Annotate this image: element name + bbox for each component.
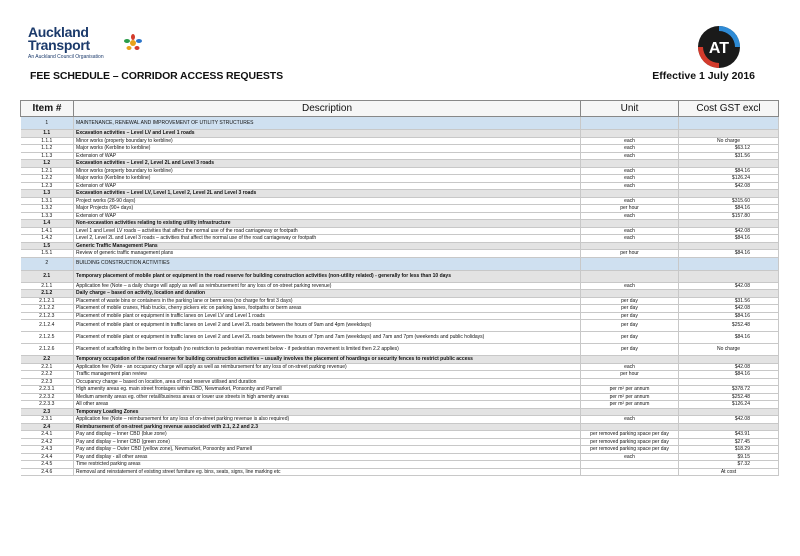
cell-description: Pay and display – Inner CBD (blue zone) — [74, 431, 581, 439]
cell-unit: per day — [581, 332, 679, 344]
cell-cost — [679, 356, 779, 364]
table-row — [21, 205, 779, 213]
header-item: Item # — [21, 101, 74, 117]
cell-unit — [581, 270, 679, 282]
cell-item: 1.4 — [21, 220, 74, 228]
cell-item: 2.2.3.1 — [21, 386, 74, 394]
header-unit: Unit — [581, 101, 679, 117]
cell-item: 1.1.1 — [21, 137, 74, 145]
cell-description: Generic Traffic Management Plans — [74, 242, 581, 250]
cell-cost: $9.15 — [679, 453, 779, 461]
cell-description: Pay and display – Inner CBD (green zone) — [74, 438, 581, 446]
cell-cost: $42.08 — [679, 182, 779, 190]
table-row — [21, 152, 779, 160]
table-row — [21, 270, 779, 282]
cell-unit: each — [581, 145, 679, 153]
cell-cost — [679, 242, 779, 250]
cell-item: 1.3.3 — [21, 212, 74, 220]
cell-description: Extension of WAP — [74, 182, 581, 190]
cell-item: 2.3 — [21, 408, 74, 416]
table-row — [21, 282, 779, 290]
table-row — [21, 145, 779, 153]
cell-item: 2.2.3.2 — [21, 393, 74, 401]
cell-unit — [581, 378, 679, 386]
cell-cost: $18.29 — [679, 446, 779, 454]
table-row — [21, 416, 779, 424]
cell-description: Application fee (Note – reimbursement for any loss of on-street parking revenue is also required) — [74, 416, 581, 424]
cell-description: Major works (Kerbline to kerbline) — [74, 145, 581, 153]
table-row — [21, 371, 779, 379]
cell-unit — [581, 461, 679, 469]
table-row — [21, 297, 779, 305]
cell-item: 2.2 — [21, 356, 74, 364]
cell-item: 1.3.1 — [21, 197, 74, 205]
cell-cost: $84.16 — [679, 205, 779, 213]
cell-item: 2.2.3 — [21, 378, 74, 386]
cell-cost: $42.08 — [679, 227, 779, 235]
cell-description: Temporary Loading Zones — [74, 408, 581, 416]
table-row — [21, 438, 779, 446]
cell-description: Excavation activities – Level 2, Level 2L and Level 3 roads — [74, 160, 581, 168]
cell-cost: $252.48 — [679, 393, 779, 401]
cell-description: Level 2, Level 2L and Level 3 roads – activities that affect the normal use of the road carriageway or footpath — [74, 235, 581, 243]
cell-unit — [581, 408, 679, 416]
cell-unit: per m² per annum — [581, 386, 679, 394]
fee-table — [20, 100, 778, 476]
cell-cost: $84.16 — [679, 332, 779, 344]
cell-unit — [581, 130, 679, 138]
cell-unit — [581, 468, 679, 476]
cell-unit: each — [581, 282, 679, 290]
table-row — [21, 378, 779, 386]
table-row — [21, 393, 779, 401]
table-row — [21, 453, 779, 461]
cell-cost: $126.24 — [679, 401, 779, 409]
table-row — [21, 290, 779, 298]
cell-description: Removal and reinstatement of existing street furniture eg. bins, seats, signs, line marking etc — [74, 468, 581, 476]
cell-unit: each — [581, 197, 679, 205]
cell-description: Placement of waste bins or containers in the parking lane or berm area (no charge for first 3 days) — [74, 297, 581, 305]
cell-item: 1 — [21, 117, 74, 130]
cell-unit: each — [581, 175, 679, 183]
cell-description: Placement of mobile cranes, Hiab trucks, cherry pickers etc on parking lanes, footpaths or berm areas — [74, 305, 581, 313]
table-row — [21, 468, 779, 476]
cell-item: 2.1.2.1 — [21, 297, 74, 305]
cell-description: Extension of WAP — [74, 152, 581, 160]
cell-cost — [679, 190, 779, 198]
table-row — [21, 220, 779, 228]
cell-item: 2.3.1 — [21, 416, 74, 424]
table-row — [21, 356, 779, 364]
cell-item: 1.4.2 — [21, 235, 74, 243]
cell-cost: $84.16 — [679, 371, 779, 379]
table-row — [21, 250, 779, 258]
cell-item: 2.1.2.2 — [21, 305, 74, 313]
table-row — [21, 175, 779, 183]
cell-cost — [679, 220, 779, 228]
table-row — [21, 257, 779, 270]
cell-item: 2.1.2.5 — [21, 332, 74, 344]
cell-item: 2.1.2.6 — [21, 344, 74, 356]
cell-description: Occupancy charge – based on location, area of road reserve utilised and duration — [74, 378, 581, 386]
cell-description: Pay and display - all other areas — [74, 453, 581, 461]
cell-unit — [581, 257, 679, 270]
at-logo-icon — [697, 25, 741, 69]
cell-unit: each — [581, 363, 679, 371]
cell-unit: per hour — [581, 250, 679, 258]
cell-cost: $126.24 — [679, 175, 779, 183]
logo-subtitle: An Auckland Council Organisation — [28, 54, 104, 60]
cell-cost — [679, 117, 779, 130]
cell-unit — [581, 117, 679, 130]
cell-description: Review of generic traffic management plans — [74, 250, 581, 258]
cell-cost: At cost — [679, 468, 779, 476]
cell-unit — [581, 423, 679, 431]
cell-unit: per day — [581, 320, 679, 332]
cell-description: Excavation activities – Level LV and Level 1 roads — [74, 130, 581, 138]
cell-unit: per removed parking space per day — [581, 446, 679, 454]
cell-unit: per m² per annum — [581, 393, 679, 401]
cell-item: 2.4.4 — [21, 453, 74, 461]
cell-item: 1.1 — [21, 130, 74, 138]
cell-cost: $315.60 — [679, 197, 779, 205]
cell-item: 2.4.2 — [21, 438, 74, 446]
table-row — [21, 386, 779, 394]
cell-unit: each — [581, 453, 679, 461]
cell-item: 2.2.1 — [21, 363, 74, 371]
cell-unit — [581, 356, 679, 364]
cell-cost — [679, 160, 779, 168]
cell-description: Medium amenity areas eg. other retail/business areas or lower use streets in high amenity areas — [74, 393, 581, 401]
cell-item: 2.1.1 — [21, 282, 74, 290]
cell-unit: each — [581, 167, 679, 175]
cell-item: 1.5.1 — [21, 250, 74, 258]
cell-cost: $42.08 — [679, 363, 779, 371]
cell-description: Major works (Kerbline to kerbline) — [74, 175, 581, 183]
cell-unit: each — [581, 416, 679, 424]
cell-unit — [581, 220, 679, 228]
cell-unit: per hour — [581, 371, 679, 379]
cell-description: Placement of mobile plant or equipment in traffic lanes on Level 2 and Level 2L roads between the hours of 7pm and 7am (weekdays) and 7am and 7pm (weekends and public holidays) — [74, 332, 581, 344]
cell-description: Traffic management plan review — [74, 371, 581, 379]
cell-description: MAINTENANCE, RENEWAL AND IMPROVEMENT OF UTILITY STRUCTURES — [74, 117, 581, 130]
table-row — [21, 401, 779, 409]
cell-unit: each — [581, 137, 679, 145]
table-row — [21, 242, 779, 250]
cell-cost: No charge — [679, 344, 779, 356]
cell-unit: per day — [581, 297, 679, 305]
cell-cost: $84.16 — [679, 167, 779, 175]
cell-unit: per removed parking space per day — [581, 431, 679, 439]
cell-cost: $43.91 — [679, 431, 779, 439]
cell-unit: per day — [581, 344, 679, 356]
cell-description: Project works (28-90 days) — [74, 197, 581, 205]
table-row — [21, 312, 779, 320]
cell-item: 1.3 — [21, 190, 74, 198]
cell-description: Pay and display – Outer CBD (yellow zone), Newmarket, Ponsonby and Parnell — [74, 446, 581, 454]
effective-date: Effective 1 July 2016 — [652, 70, 755, 82]
cell-item: 2.4.3 — [21, 446, 74, 454]
table-row — [21, 332, 779, 344]
cell-description: Application fee (Note – a daily charge will apply as well as reimbursement for any loss of on-street parking revenue) — [74, 282, 581, 290]
cell-description: Placement of mobile plant or equipment in traffic lanes on Level 2 and Level 2L roads between the hours of 9am and 4pm (weekdays) — [74, 320, 581, 332]
cell-item: 2.2.3.3 — [21, 401, 74, 409]
cell-unit: per day — [581, 312, 679, 320]
cell-cost — [679, 130, 779, 138]
cell-unit: each — [581, 235, 679, 243]
cell-unit: each — [581, 227, 679, 235]
table-row — [21, 446, 779, 454]
table-row — [21, 190, 779, 198]
cell-item: 1.2.2 — [21, 175, 74, 183]
table-row — [21, 423, 779, 431]
cell-description: Placement of mobile plant or equipment in traffic lanes on Level LV and Level 1 roads — [74, 312, 581, 320]
table-row — [21, 182, 779, 190]
cell-item: 1.4.1 — [21, 227, 74, 235]
cell-description: Time restricted parking areas — [74, 461, 581, 469]
cell-cost: $7.32 — [679, 461, 779, 469]
cell-unit: per removed parking space per day — [581, 438, 679, 446]
logo-line2: Transport — [28, 37, 90, 53]
cell-unit: each — [581, 182, 679, 190]
cell-cost: $84.16 — [679, 250, 779, 258]
cell-item: 2 — [21, 257, 74, 270]
table-row — [21, 408, 779, 416]
cell-item: 2.4 — [21, 423, 74, 431]
cell-item: 2.1.2 — [21, 290, 74, 298]
table-row — [21, 235, 779, 243]
cell-cost: $84.16 — [679, 235, 779, 243]
cell-item: 1.2 — [21, 160, 74, 168]
cell-description: Minor works (property boundary to kerbline) — [74, 137, 581, 145]
table-row — [21, 431, 779, 439]
cell-description: Reimbursement of on-street parking revenue associated with 2.1, 2.2 and 2.3 — [74, 423, 581, 431]
table-row — [21, 227, 779, 235]
cell-item: 1.2.3 — [21, 182, 74, 190]
cell-cost: $42.08 — [679, 282, 779, 290]
cell-unit — [581, 160, 679, 168]
auckland-transport-logo — [24, 24, 154, 64]
cell-item: 1.2.1 — [21, 167, 74, 175]
table-row — [21, 363, 779, 371]
table-row — [21, 344, 779, 356]
cell-item: 2.1.2.4 — [21, 320, 74, 332]
cell-unit — [581, 242, 679, 250]
table-row — [21, 160, 779, 168]
table-row — [21, 167, 779, 175]
cell-cost — [679, 290, 779, 298]
cell-cost: $63.12 — [679, 145, 779, 153]
at-logo-text: AT — [708, 40, 730, 57]
table-row — [21, 117, 779, 130]
header-description: Description — [74, 101, 581, 117]
cell-unit: per day — [581, 305, 679, 313]
cell-item: 2.4.5 — [21, 461, 74, 469]
table-row — [21, 197, 779, 205]
cell-description: Extension of WAP — [74, 212, 581, 220]
cell-description: Application fee (Note - an occupancy charge will apply as well as reimbursement for any loss of on-street parking revenue) — [74, 363, 581, 371]
cell-cost — [679, 378, 779, 386]
cell-item: 1.1.3 — [21, 152, 74, 160]
cell-unit: per hour — [581, 205, 679, 213]
cell-description: Level 1 and Level LV roads – activities that affect the normal use of the road carriageway or footpath — [74, 227, 581, 235]
cell-cost: No charge — [679, 137, 779, 145]
cell-cost: $42.08 — [679, 416, 779, 424]
cell-cost: $31.56 — [679, 152, 779, 160]
table-row — [21, 320, 779, 332]
table-row — [21, 212, 779, 220]
cell-cost: $378.72 — [679, 386, 779, 394]
table-row — [21, 130, 779, 138]
table-row — [21, 305, 779, 313]
cell-description: BUILDING CONSTRUCTION ACTIVITIES — [74, 257, 581, 270]
cell-item: 2.1.2.3 — [21, 312, 74, 320]
cell-item: 1.5 — [21, 242, 74, 250]
cell-item: 1.3.2 — [21, 205, 74, 213]
table-row — [21, 137, 779, 145]
cell-cost — [679, 408, 779, 416]
cell-cost: $31.56 — [679, 297, 779, 305]
cell-cost: $27.45 — [679, 438, 779, 446]
table-row — [21, 461, 779, 469]
cell-unit: each — [581, 152, 679, 160]
cell-item: 2.2.2 — [21, 371, 74, 379]
cell-unit — [581, 190, 679, 198]
cell-description: Minor works (property boundary to kerbline) — [74, 167, 581, 175]
cell-description: Daily charge – based on activity, location and duration — [74, 290, 581, 298]
cell-description: All other areas — [74, 401, 581, 409]
cell-item: 1.1.2 — [21, 145, 74, 153]
cell-unit — [581, 290, 679, 298]
header-cost: Cost GST excl — [679, 101, 779, 117]
cell-description: Non-excavation activities relating to existing utility infrastructure — [74, 220, 581, 228]
cell-cost — [679, 423, 779, 431]
cell-item: 2.4.1 — [21, 431, 74, 439]
cell-description: Placement of scaffolding in the berm or footpath (no restriction to pedestrian movement below - if pedestrian movement is limited then 2.2 applies) — [74, 344, 581, 356]
logo-line1: Auckland — [28, 24, 89, 40]
cell-item: 2.1 — [21, 270, 74, 282]
cell-cost — [679, 257, 779, 270]
cell-cost: $84.16 — [679, 312, 779, 320]
cell-description: High amenity areas eg. main street frontages within CBD, Newmarket, Ponsonby and Parnell — [74, 386, 581, 394]
cell-item: 2.4.6 — [21, 468, 74, 476]
cell-description: Temporary placement of mobile plant or equipment in the road reserve for building construction activities (non-utility related) - generally for less than 10 days — [74, 270, 581, 282]
cell-description: Excavation activities – Level LV, Level 1, Level 2, Level 2L and Level 3 roads — [74, 190, 581, 198]
cell-cost: $157.80 — [679, 212, 779, 220]
page-title: FEE SCHEDULE – CORRIDOR ACCESS REQUESTS — [30, 70, 283, 82]
cell-description: Major Projects (90+ days) — [74, 205, 581, 213]
flower-icon — [122, 34, 144, 52]
cell-cost: $252.48 — [679, 320, 779, 332]
cell-unit: per m² per annum — [581, 401, 679, 409]
cell-description: Temporary occupation of the road reserve for building construction activities – usually involves the placement of hoardings or security fences to restrict public access — [74, 356, 581, 364]
cell-unit: each — [581, 212, 679, 220]
cell-cost — [679, 270, 779, 282]
cell-cost: $42.08 — [679, 305, 779, 313]
